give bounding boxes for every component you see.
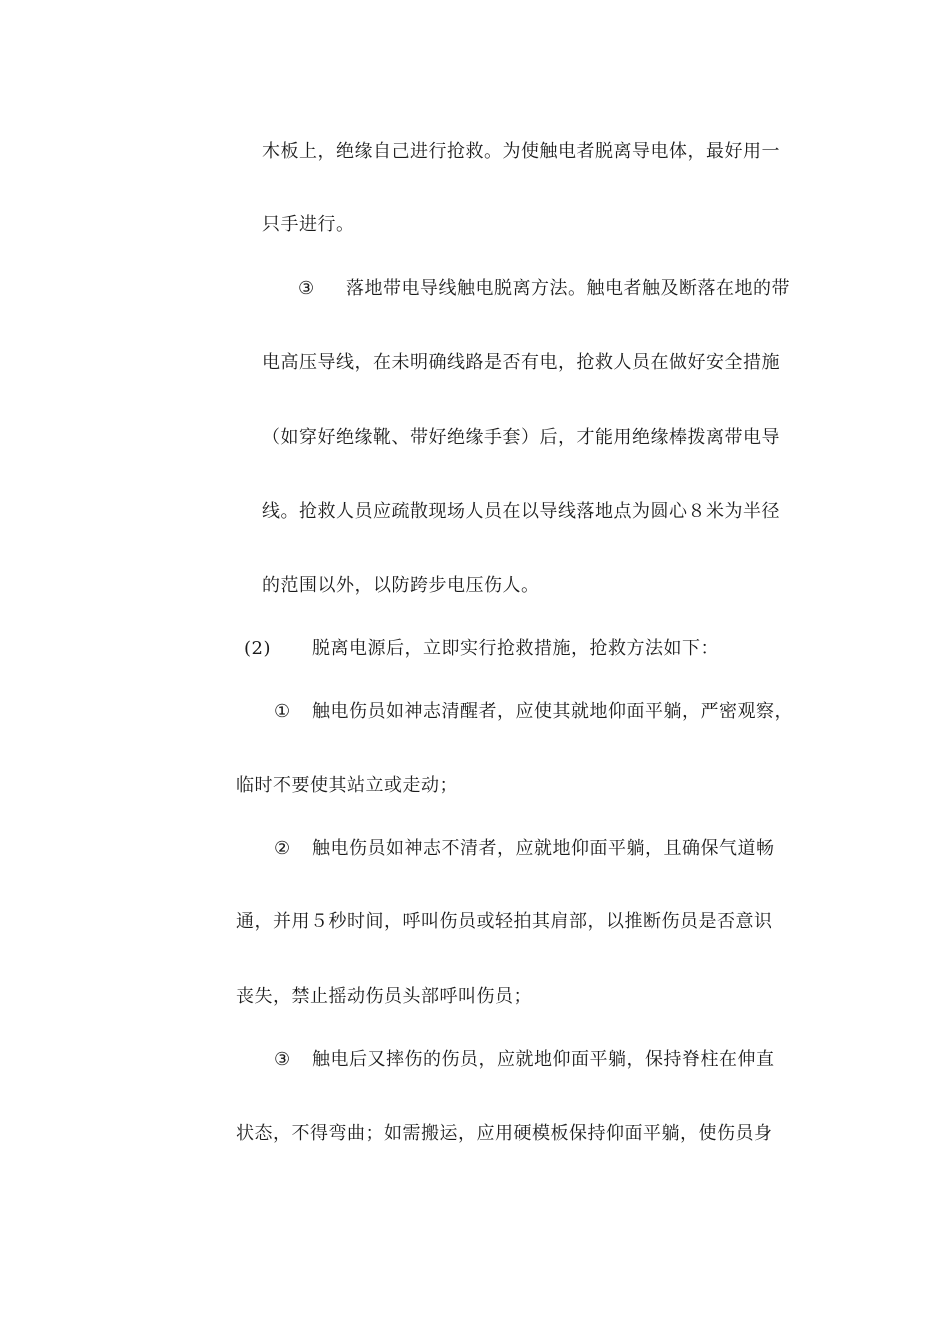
list-marker: (2)	[244, 638, 271, 659]
text-line	[236, 910, 773, 934]
text-line	[236, 985, 532, 1009]
line-text: （如穿好绝缘靴、带好绝缘手套）后，才能用绝缘棒拨离带电导	[262, 427, 780, 448]
list-marker: ③	[298, 278, 315, 299]
list-item	[274, 837, 775, 861]
text-line	[262, 140, 780, 164]
line-text: 临时不要使其站立或走动；	[236, 775, 458, 796]
text-line	[262, 426, 780, 450]
line-text: 状态，不得弯曲；如需搬运，应用硬模板保持仰面平躺，使伤员身	[236, 1123, 773, 1144]
line-text: 只手进行。	[262, 214, 355, 235]
line-text: 触电伤员如神志不清者，应就地仰面平躺，且确保气道畅	[312, 838, 775, 859]
list-marker: ②	[274, 838, 291, 859]
line-text: 木板上，绝缘自己进行抢救。为使触电者脱离导电体，最好用一	[262, 141, 780, 162]
line-text: 触电伤员如神志清醒者，应使其就地仰面平躺，严密观察，	[312, 701, 793, 722]
list-item	[298, 277, 790, 301]
line-text: 通，并用５秒时间，呼叫伤员或轻拍其肩部，以推断伤员是否意识	[236, 911, 773, 932]
text-line	[262, 351, 780, 375]
line-text: 丧失，禁止摇动伤员头部呼叫伤员；	[236, 986, 532, 1007]
line-text: 线。抢救人员应疏散现场人员在以导线落地点为圆心８米为半径	[262, 501, 780, 522]
list-item	[274, 1048, 775, 1072]
list-item	[244, 637, 719, 661]
text-line	[236, 1122, 773, 1146]
line-text: 电高压导线，在未明确线路是否有电，抢救人员在做好安全措施	[262, 352, 780, 373]
line-text: 的范围以外，以防跨步电压伤人。	[262, 575, 540, 596]
text-line	[262, 574, 540, 598]
list-marker: ③	[274, 1049, 291, 1070]
text-line	[262, 500, 780, 524]
text-line	[262, 213, 355, 237]
line-text: 脱离电源后，立即实行抢救措施，抢救方法如下：	[312, 638, 719, 659]
line-text: 落地带电导线触电脱离方法。触电者触及断落在地的带	[346, 278, 790, 299]
list-marker: ①	[274, 701, 291, 722]
list-item	[274, 700, 793, 724]
text-line	[236, 774, 458, 798]
line-text: 触电后又摔伤的伤员，应就地仰面平躺，保持脊柱在伸直	[312, 1049, 775, 1070]
